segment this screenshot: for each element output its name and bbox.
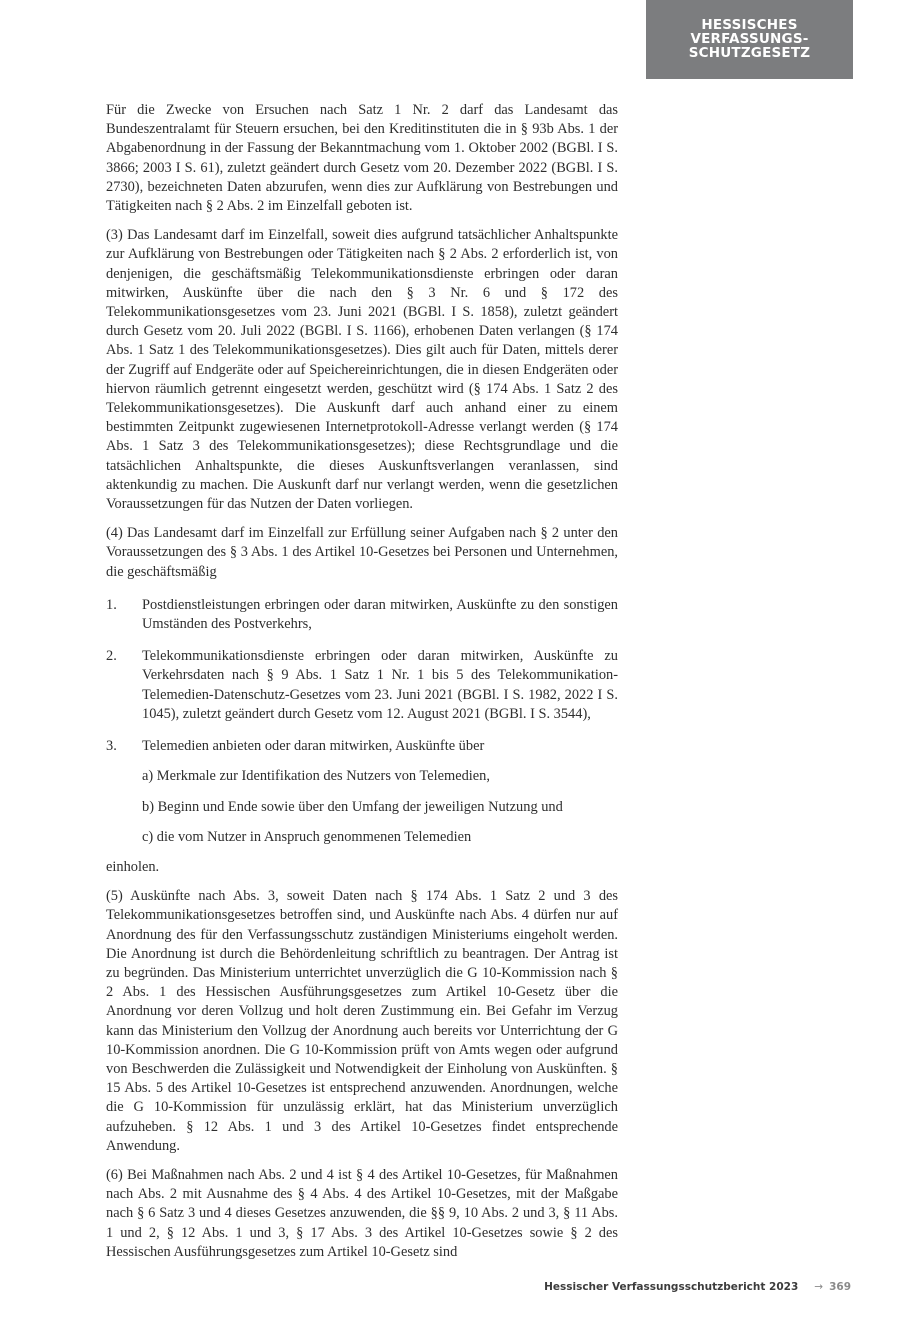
list-text: Telekommunikationsdienste erbringen oder daran mitwirken, Auskünfte zu Verkehrsdaten nach § 9 Abs. 1 Satz 1 Nr. 1 bis 5 des Telekommunikation-Telemedien-Datenschutz-Gesetzes vom 23. Juni 2021 (BGBl. I S. 1982, 2022 I S. 1045), zuletzt geändert durch Gesetz vom 12. August 2021 (BGBl. I S. 3544), [142, 648, 618, 722]
sublist-item-a: a) Merkmale zur Identifikation des Nutzers von Telemedien, [142, 768, 490, 785]
list-text: Telemedien anbieten oder daran mitwirken, Auskünfte über [142, 738, 485, 755]
paragraph-einholen: einholen. [106, 858, 160, 875]
list-item-1 [106, 596, 618, 634]
list-item-3 [106, 737, 618, 756]
section-header-line-1: HESSISCHES [701, 17, 798, 33]
page-number: 369 [829, 1281, 851, 1293]
list-text: Postdienstleistungen erbringen oder daran mitwirken, Auskünfte zu den sonstigen Umständen des Postverkehrs, [142, 596, 618, 633]
paragraph-4: (4) Das Landesamt darf im Einzelfall zur Erfüllung seiner Aufgaben nach § 2 unter den Voraussetzungen des § 3 Abs. 1 des Artikel 10-Gesetzes bei Personen und Unternehmen, die geschäftsmäßig [106, 525, 618, 580]
list-item-2 [106, 647, 618, 724]
section-header-line-2: VERFASSUNGS- [690, 31, 809, 47]
paragraph-continuation: Für die Zwecke von Ersuchen nach Satz 1 Nr. 2 darf das Landesamt das Bundeszentralamt für Steuern ersuchen, bei den Kreditinstituten die in § 93b Abs. 1 der Abgabenordnung in der Fassung der Bekanntmachung vom 1. Oktober 2002 (BGBl. I S. 3866; 2003 I S. 61), zuletzt geändert durch Gesetz vom 20. Dezember 2022 (BGBl. I S. 2730), bezeichneten Daten abzurufen, wenn dies zur Aufklärung von Bestrebungen und Tätigkeiten nach § 2 Abs. 2 im Einzelfall geboten ist. [106, 102, 618, 215]
page-footer [544, 1281, 851, 1293]
footer-title: Hessischer Verfassungsschutzbericht 2023 [544, 1281, 799, 1293]
list-number: 3. [106, 738, 117, 755]
document-body [106, 101, 618, 1272]
sublist-item-c: c) die vom Nutzer in Anspruch genommenen Telemedien [142, 828, 472, 845]
paragraph-3: (3) Das Landesamt darf im Einzelfall, soweit dies aufgrund tatsächlicher Anhaltspunkte zur Aufklärung von Bestrebungen oder Tätigkeiten nach § 2 Abs. 2 erforderlich ist, von denjenigen, die geschäftsmäßig Telekommunikationsdienste erbringen oder daran mitwirken, Auskünfte über die nach den § 3 Nr. 6 und § 172 des Telekommunikationsgesetzes vom 23. Juni 2021 (BGBl. I S. 1858), zuletzt geändert durch Gesetz vom 20. Juli 2022 (BGBl. I S. 1166), erhobenen Daten verlangen (§ 174 Abs. 1 Satz 1 des Telekommunikationsgesetzes). Dies gilt auch für Daten, mittels derer der Zugriff auf Endgeräte oder auf Speichereinrichtungen, die in diesen Endgeräten oder hiervon räumlich getrennt eingesetzt werden, geschützt wird (§ 174 Abs. 1 Satz 2 des Telekommunikationsgesetzes). Die Auskunft darf auch anhand einer zu einem bestimmten Zeitpunkt zugewiesenen Internetprotokoll-Adresse verlangt werden (§ 174 Abs. 1 Satz 3 des Telekommunikationsgesetzes); diese Rechtsgrundlage und die tatsächlichen Anhaltspunkte, die dieses Auskunftsverlangen veranlassen, sind aktenkundig zu machen. Die Auskunft darf nur verlangt werden, wenn die gesetzlichen Voraussetzungen für das Nutzen der Daten vorliegen. [106, 227, 618, 513]
paragraph-6: (6) Bei Maßnahmen nach Abs. 2 und 4 ist § 4 des Artikel 10-Gesetzes, für Maßnahmen nach Abs. 2 mit Ausnahme des § 4 Abs. 4 des Artikel 10-Gesetzes, mit der Maßgabe nach § 6 Satz 3 und 4 dieses Gesetzes anzuwenden, die §§ 9, 10 Abs. 2 und 3, § 11 Abs. 1 und 2, § 12 Abs. 1 und 3, § 17 Abs. 3 des Artikel 10-Gesetzes sowie § 2 des Hessischen Ausführungsgesetzes zum Artikel 10-Gesetz sind [106, 1166, 618, 1260]
section-header-box [646, 0, 853, 79]
list-number: 1. [106, 596, 117, 613]
sublist-item-b: b) Beginn und Ende sowie über den Umfang der jeweiligen Nutzung und [142, 798, 563, 815]
paragraph-5: (5) Auskünfte nach Abs. 3, soweit Daten nach § 174 Abs. 1 Satz 2 und 3 des Telekommunikationsgesetzes betroffen sind, und Auskünfte nach Abs. 4 dürfen nur auf Anordnung des für den Verfassungsschutz zuständigen Ministeriums eingeholt werden. Die Anordnung ist durch die Behördenleitung schriftlich zu beantragen. Der Antrag ist zu begründen. Das Ministerium unterrichtet unverzüglich die G 10-Kommission nach § 2 Abs. 1 des Hessischen Ausführungsgesetzes zum Artikel 10-Gesetz über die Anordnung vor deren Vollzug und holt deren Zustimmung ein. Bei Gefahr im Verzug kann das Ministerium den Vollzug der Anordnung auch bereits vor Unterrichtung der G 10-Kommission anordnen. Die G 10-Kommission prüft von Amts wegen oder aufgrund von Beschwerden die Zulässigkeit und Notwendigkeit der Einholung von Auskünften. § 15 Abs. 5 des Artikel 10-Gesetzes ist entsprechend anzuwenden. Anordnungen, welche die G 10-Kommission für unzulässig erklärt, hat das Ministerium unverzüglich aufzuheben. § 12 Abs. 1 und 3 des Artikel 10-Gesetzes findet entsprechende Anwendung. [106, 888, 618, 1154]
arrow-right-icon: → [814, 1281, 824, 1293]
section-header-line-3: SCHUTZGESETZ [688, 45, 811, 61]
list-number: 2. [106, 648, 117, 665]
